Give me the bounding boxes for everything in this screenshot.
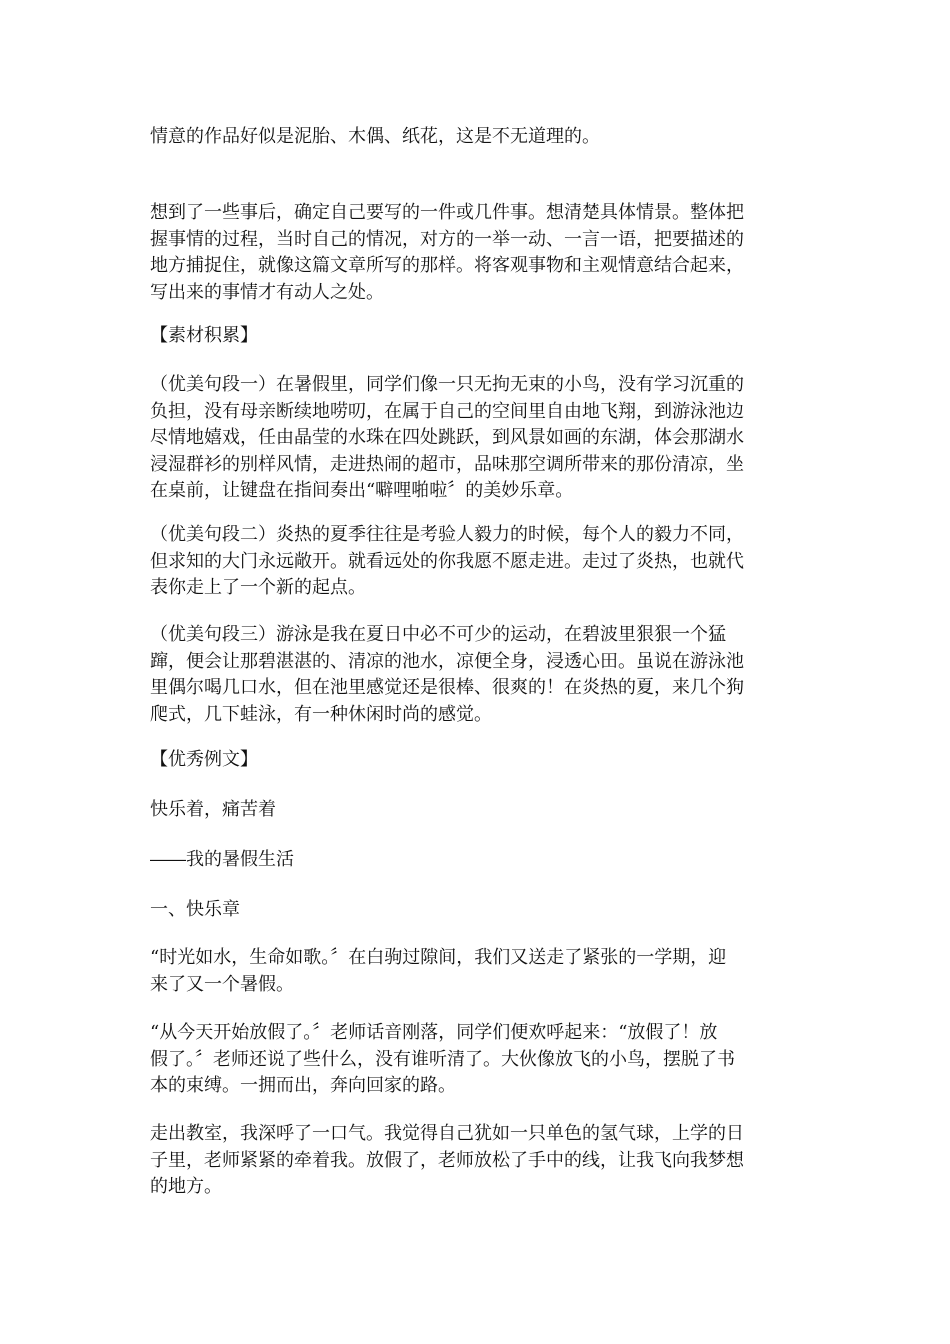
essay-subtitle <box>150 847 790 874</box>
text-line: 来了又一个暑假。 <box>150 973 294 995</box>
paragraph-essay-1 <box>150 945 790 998</box>
text-line: 写出来的事情才有动人之处。 <box>150 281 384 303</box>
text-line: “从今天开始放假了。〞老师话音刚落，同学们便欢呼起来：“放假了！放 <box>150 1022 718 1043</box>
text-line: 负担，没有母亲断续地唠叨，在属于自己的空间里自由地飞翔，到游泳池边 <box>150 400 744 422</box>
text-line: 子里，老师紧紧的牵着我。放假了，老师放松了手中的线，让我飞向我梦想 <box>150 1149 744 1171</box>
text-line: 蹿，便会让那碧湛湛的、清凉的池水，凉便全身，浸透心田。虽说在游泳池 <box>150 650 744 672</box>
text-line: 握事情的过程，当时自己的情况，对方的一举一动、一言一语，把要描述的 <box>150 228 744 250</box>
text-line: 尽情地嬉戏，任由晶莹的水珠在四处跳跃，到风景如画的东湖，体会那湖水 <box>150 427 744 448</box>
paragraph-essay-2 <box>150 1020 790 1100</box>
heading-material <box>150 323 790 350</box>
text-line: （优美句段二）炎热的夏季往往是考验人毅力的时候，每个人的毅力不同， <box>150 524 744 545</box>
text-line: 假了。〞老师还说了些什么，没有谁听清了。大伙像放飞的小鸟，摆脱了书 <box>150 1048 735 1070</box>
essay-subtitle-text: ――我的暑假生活 <box>150 849 294 870</box>
text-line: 的地方。 <box>150 1176 222 1197</box>
text-line: 表你走上了一个新的起点。 <box>150 577 366 598</box>
paragraph-intro-closing <box>150 124 790 151</box>
essay-title <box>150 797 790 824</box>
text-line: （优美句段三）游泳是我在夏日中必不可少的运动，在碧波里狠狠一个猛 <box>150 624 726 645</box>
heading-example <box>150 747 790 774</box>
paragraph-excerpt-1 <box>150 372 790 505</box>
text-line: 想到了一些事后，确定自己要写的一件或几件事。想清楚具体情景。整体把 <box>150 202 744 223</box>
heading-material-text: 【素材积累】 <box>150 325 258 346</box>
text-line: 走出教室，我深呼了一口气。我觉得自己犹如一只单色的氢气球，上学的日 <box>150 1123 744 1144</box>
text-line: “时光如水，生命如歌。〞在白驹过隙间，我们又送走了紧张的一学期，迎 <box>150 947 727 968</box>
paragraph-excerpt-3 <box>150 622 790 728</box>
text-line: 地方捕捉住，就像这篇文章所写的那样。将客观事物和主观情意结合起来， <box>150 255 744 276</box>
essay-title-text: 快乐着，痛苦着 <box>150 799 276 820</box>
text-line: 本的束缚。一拥而出，奔向回家的路。 <box>150 1075 456 1096</box>
text-line: 爬式，几下蛙泳，有一种休闲时尚的感觉。 <box>150 703 492 725</box>
heading-example-text: 【优秀例文】 <box>150 749 258 770</box>
section-heading-text: 一、快乐章 <box>150 899 240 920</box>
section-heading-happy <box>150 897 790 924</box>
paragraph-essay-3 <box>150 1121 790 1201</box>
paragraph-writing-advice <box>150 200 790 306</box>
text-line: （优美句段一）在暑假里，同学们像一只无拘无束的小鸟，没有学习沉重的 <box>150 374 744 395</box>
text-line: 里偶尔喝几口水，但在池里感觉还是很棒、很爽的！在炎热的夏，来几个狗 <box>150 677 744 698</box>
paragraph-excerpt-2 <box>150 522 790 602</box>
text-line: 情意的作品好似是泥胎、木偶、纸花，这是不无道理的。 <box>150 126 600 147</box>
text-line: 在桌前，让键盘在指间奏出“噼哩啪啦〞的美妙乐章。 <box>150 480 574 501</box>
text-line: 浸湿群衫的别样风情，走进热闹的超市，品味那空调所带来的那份清凉，坐 <box>150 453 744 475</box>
text-line: 但求知的大门永远敞开。就看远处的你我愿不愿走进。走过了炎热，也就代 <box>150 550 744 572</box>
